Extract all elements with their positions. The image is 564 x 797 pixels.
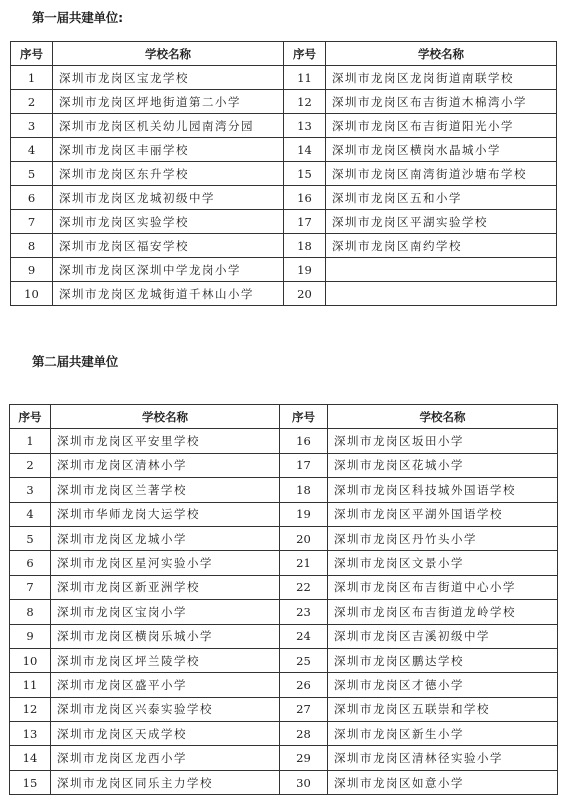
header-name: 学校名称: [53, 42, 284, 66]
row-number: 11: [284, 66, 326, 90]
row-number: 23: [280, 600, 328, 624]
school-name: 深圳市龙岗区兰著学校: [51, 478, 280, 502]
school-name: 深圳市龙岗区横岗乐城小学: [51, 624, 280, 648]
table-row: [11, 282, 557, 306]
row-number: 12: [10, 697, 51, 721]
row-number: 9: [11, 258, 53, 282]
school-name: 深圳市龙岗区清林小学: [51, 453, 280, 477]
table-row: [10, 648, 558, 672]
school-name: 深圳市龙岗区东升学校: [53, 162, 284, 186]
table-row: [10, 575, 558, 599]
school-name: 深圳市龙岗区天成学校: [51, 722, 280, 746]
table-row: [10, 770, 558, 794]
row-number: 30: [280, 770, 328, 794]
row-number: 28: [280, 722, 328, 746]
row-number: 1: [11, 66, 53, 90]
school-name: 深圳市龙岗区新亚洲学校: [51, 575, 280, 599]
row-number: 12: [284, 90, 326, 114]
row-number: 3: [10, 478, 51, 502]
row-number: 10: [11, 282, 53, 306]
row-number: 1: [10, 429, 51, 453]
school-name: 深圳市龙岗区星河实验小学: [51, 551, 280, 575]
school-name: 深圳市龙岗区龙城小学: [51, 526, 280, 550]
row-number: 22: [280, 575, 328, 599]
row-number: 26: [280, 673, 328, 697]
school-name: 深圳市龙岗区文景小学: [328, 551, 558, 575]
header-num: 序号: [10, 405, 51, 429]
row-number: 21: [280, 551, 328, 575]
school-name: 深圳市龙岗区龙城街道千林山小学: [53, 282, 284, 306]
header-num: 序号: [284, 42, 326, 66]
header-num: 序号: [280, 405, 328, 429]
table-row: [10, 697, 558, 721]
school-name: 深圳市龙岗区平安里学校: [51, 429, 280, 453]
school-name: 深圳市龙岗区南约学校: [326, 234, 557, 258]
row-number: 25: [280, 648, 328, 672]
row-number: 20: [284, 282, 326, 306]
table-row: [10, 478, 558, 502]
school-name: 深圳市龙岗区布吉街道木棉湾小学: [326, 90, 557, 114]
header-num: 序号: [11, 42, 53, 66]
school-name: 深圳市龙岗区平湖实验学校: [326, 210, 557, 234]
table-row: [11, 90, 557, 114]
row-number: 13: [10, 722, 51, 746]
row-number: 14: [10, 746, 51, 770]
school-name: 深圳市龙岗区深圳中学龙岗小学: [53, 258, 284, 282]
row-number: 20: [280, 526, 328, 550]
row-number: 10: [10, 648, 51, 672]
row-number: 24: [280, 624, 328, 648]
row-number: 15: [10, 770, 51, 794]
table-row: [10, 551, 558, 575]
school-name: 深圳市龙岗区横岗水晶城小学: [326, 138, 557, 162]
row-number: 19: [280, 502, 328, 526]
row-number: 17: [284, 210, 326, 234]
school-name: 深圳市龙岗区坪兰陵学校: [51, 648, 280, 672]
row-number: 3: [11, 114, 53, 138]
table-row: [11, 210, 557, 234]
row-number: 9: [10, 624, 51, 648]
school-name: 深圳市龙岗区龙城初级中学: [53, 186, 284, 210]
row-number: 27: [280, 697, 328, 721]
row-number: 4: [11, 138, 53, 162]
school-name: 深圳市龙岗区布吉街道中心小学: [328, 575, 558, 599]
school-name: 深圳市龙岗区坪地街道第二小学: [53, 90, 284, 114]
table-row: [11, 186, 557, 210]
table-row: [10, 502, 558, 526]
row-number: 2: [11, 90, 53, 114]
table-row: [10, 429, 558, 453]
table-row: [10, 453, 558, 477]
school-name: [326, 282, 557, 306]
school-name: 深圳市龙岗区宝岗小学: [51, 600, 280, 624]
table-row: [11, 258, 557, 282]
school-name: 深圳市龙岗区清林径实验小学: [328, 746, 558, 770]
school-name: 深圳市龙岗区如意小学: [328, 770, 558, 794]
row-number: 5: [11, 162, 53, 186]
row-number: 13: [284, 114, 326, 138]
table-row: [10, 673, 558, 697]
section1-title: 第一届共建单位:: [32, 10, 123, 25]
row-number: 6: [11, 186, 53, 210]
row-number: 4: [10, 502, 51, 526]
header-name: 学校名称: [326, 42, 557, 66]
school-name: 深圳市龙岗区同乐主力学校: [51, 770, 280, 794]
school-name: 深圳市龙岗区五和小学: [326, 186, 557, 210]
school-name: 深圳市龙岗区平湖外国语学校: [328, 502, 558, 526]
section2-title: 第二届共建单位: [32, 354, 119, 369]
row-number: 8: [10, 600, 51, 624]
school-name: 深圳市龙岗区丹竹头小学: [328, 526, 558, 550]
table-header-row: [10, 405, 558, 429]
row-number: 17: [280, 453, 328, 477]
first-batch-table: [10, 41, 557, 306]
school-name: 深圳市龙岗区丰丽学校: [53, 138, 284, 162]
school-name: 深圳市龙岗区新生小学: [328, 722, 558, 746]
second-batch-table: [9, 404, 558, 795]
table-row: [11, 114, 557, 138]
school-name: 深圳市龙岗区龙岗街道南联学校: [326, 66, 557, 90]
school-name: 深圳市龙岗区科技城外国语学校: [328, 478, 558, 502]
school-name: 深圳市龙岗区才德小学: [328, 673, 558, 697]
school-name: 深圳市龙岗区布吉街道龙岭学校: [328, 600, 558, 624]
school-name: 深圳市龙岗区宝龙学校: [53, 66, 284, 90]
row-number: 16: [284, 186, 326, 210]
row-number: 19: [284, 258, 326, 282]
row-number: 8: [11, 234, 53, 258]
school-name: 深圳市龙岗区南湾街道沙塘布学校: [326, 162, 557, 186]
row-number: 29: [280, 746, 328, 770]
school-name: 深圳市龙岗区布吉街道阳光小学: [326, 114, 557, 138]
row-number: 14: [284, 138, 326, 162]
school-name: 深圳市龙岗区五联崇和学校: [328, 697, 558, 721]
row-number: 15: [284, 162, 326, 186]
table-row: [11, 138, 557, 162]
row-number: 18: [280, 478, 328, 502]
table-row: [10, 600, 558, 624]
row-number: 6: [10, 551, 51, 575]
table-row: [10, 746, 558, 770]
header-name: 学校名称: [51, 405, 280, 429]
school-name: 深圳市龙岗区花城小学: [328, 453, 558, 477]
row-number: 7: [11, 210, 53, 234]
school-name: [326, 258, 557, 282]
school-name: 深圳市龙岗区鹏达学校: [328, 648, 558, 672]
school-name: 深圳市华师龙岗大运学校: [51, 502, 280, 526]
table-row: [10, 722, 558, 746]
school-name: 深圳市龙岗区实验学校: [53, 210, 284, 234]
row-number: 16: [280, 429, 328, 453]
row-number: 5: [10, 526, 51, 550]
school-name: 深圳市龙岗区龙西小学: [51, 746, 280, 770]
school-name: 深圳市龙岗区盛平小学: [51, 673, 280, 697]
school-name: 深圳市龙岗区坂田小学: [328, 429, 558, 453]
table-row: [10, 624, 558, 648]
row-number: 11: [10, 673, 51, 697]
school-name: 深圳市龙岗区福安学校: [53, 234, 284, 258]
row-number: 18: [284, 234, 326, 258]
table-row: [11, 162, 557, 186]
school-name: 深圳市龙岗区兴泰实验学校: [51, 697, 280, 721]
header-name: 学校名称: [328, 405, 558, 429]
school-name: 深圳市龙岗区吉溪初级中学: [328, 624, 558, 648]
table-row: [11, 66, 557, 90]
table-row: [10, 526, 558, 550]
row-number: 7: [10, 575, 51, 599]
table-row: [11, 234, 557, 258]
table-header-row: [11, 42, 557, 66]
school-name: 深圳市龙岗区机关幼儿园南湾分园: [53, 114, 284, 138]
row-number: 2: [10, 453, 51, 477]
